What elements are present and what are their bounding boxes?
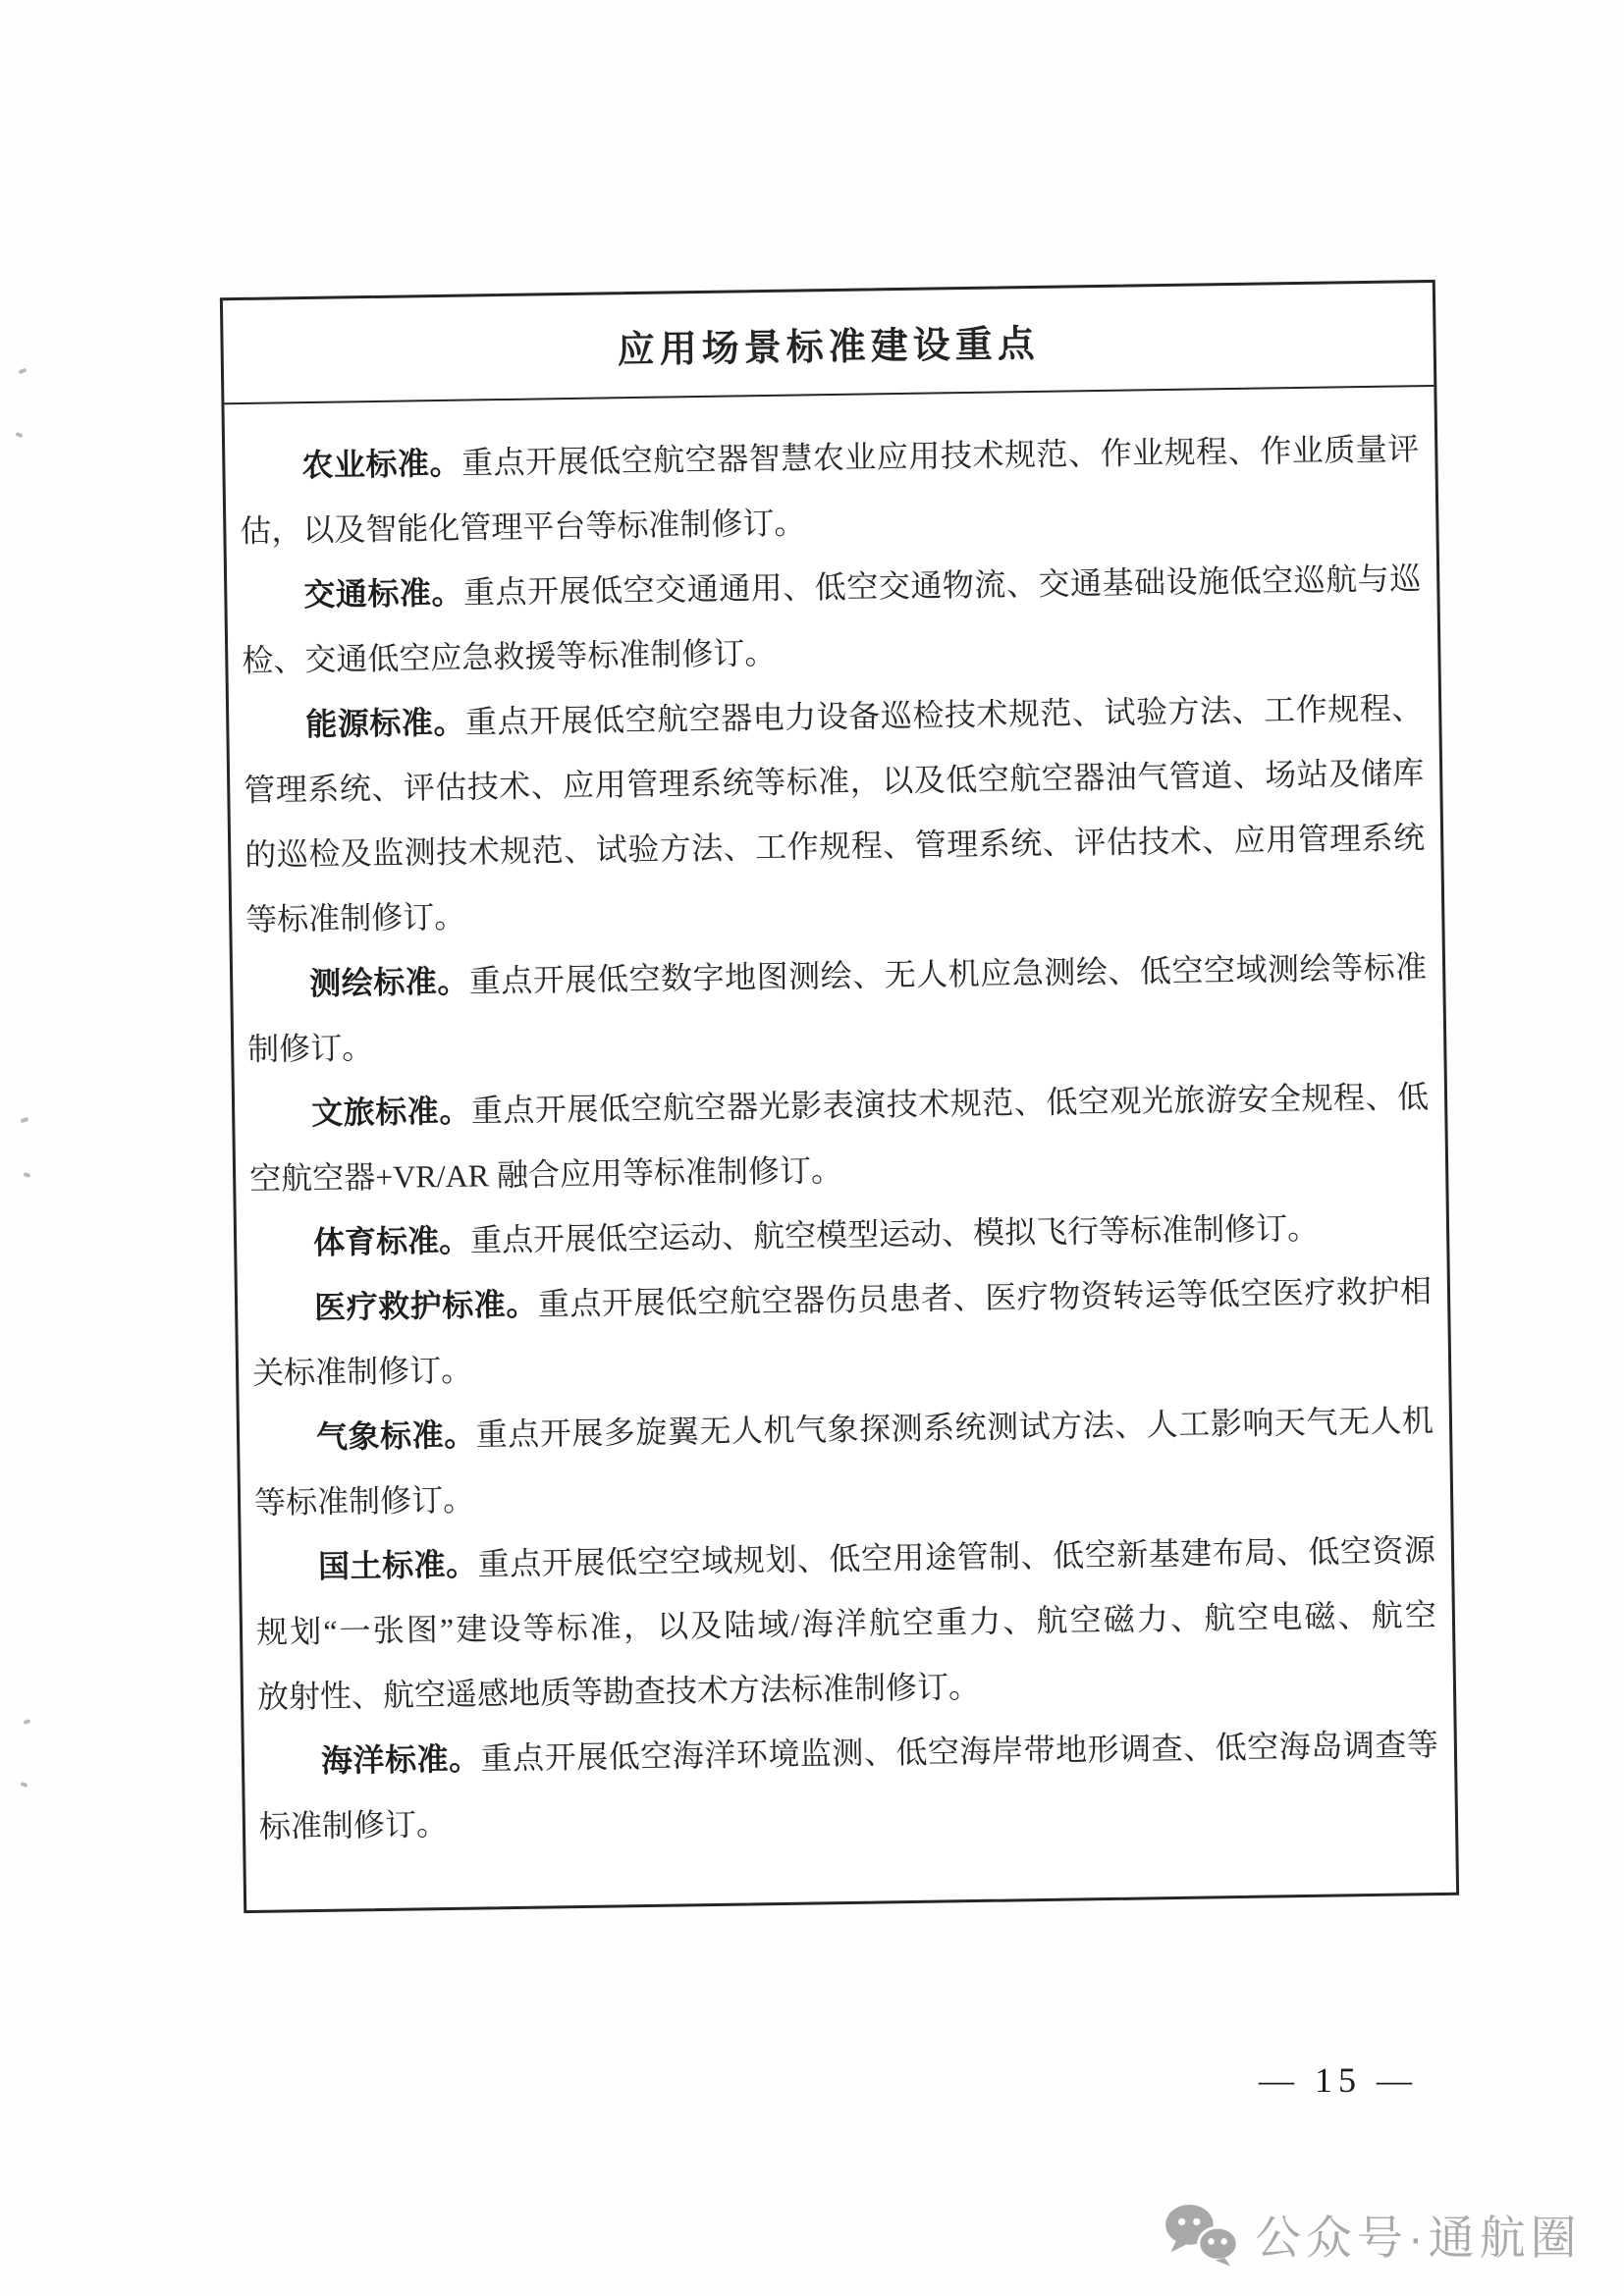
scan-speck	[24, 1172, 31, 1178]
paragraph-lead: 农业标准。	[301, 445, 462, 484]
paragraph-line: 交通标准。重点开展低空交通通用、低空交通物流、交通基础设施低空巡航与巡	[303, 561, 1422, 614]
paragraph-line: 测绘标准。重点开展低空数字地图测绘、无人机应急测绘、低空空域测绘等标准	[308, 949, 1428, 1001]
scan-speck	[21, 1117, 29, 1123]
paragraph	[246, 934, 1429, 1082]
watermark	[1164, 2202, 1582, 2268]
scan-speck	[21, 1782, 28, 1788]
paragraph-line: 国土标准。重点开展低空空域规划、低空用途管制、低空新基建布局、低空资源	[317, 1532, 1436, 1584]
scan-speck	[19, 367, 27, 374]
watermark-text: 公众号·通航圈	[1255, 2212, 1582, 2264]
paragraph-line: 海洋标准。重点开展低空海洋环境监测、低空海岸带地形调查、低空海岛调查等	[320, 1727, 1439, 1779]
paragraph-line: 等标准制修订。	[244, 898, 466, 937]
paragraph-line: 制修订。	[246, 1030, 374, 1067]
paragraph-lead: 气象标准。	[315, 1416, 476, 1455]
scan-speck	[24, 1719, 31, 1725]
paragraph-line: 估，以及智能化管理平台等标准制修订。	[240, 505, 806, 549]
paragraph-line: 等标准制修订。	[253, 1481, 475, 1521]
paragraph-line: 气象标准。重点开展多旋翼无人机气象探测系统测试方法、人工影响天气无人机	[315, 1403, 1435, 1455]
scan-speck	[16, 432, 24, 438]
paragraph	[258, 1712, 1440, 1859]
paragraph-lead: 国土标准。	[317, 1546, 478, 1584]
paragraph	[248, 1064, 1431, 1211]
paragraph-lead: 文旅标准。	[310, 1093, 472, 1131]
paragraph	[255, 1518, 1438, 1730]
paragraph-line: 医疗救护标准。重点开展低空航空器伤员患者、医疗物资转运等低空医疗救护相	[313, 1273, 1433, 1325]
paragraph-lead: 测绘标准。	[308, 963, 470, 1001]
paragraph-lead: 体育标准。	[312, 1222, 471, 1260]
paragraph-line: 空航空器+VR/AR 融合应用等标准制修订。	[248, 1151, 843, 1197]
box-title: 应用场景标准建设重点	[617, 323, 1040, 371]
paragraph-lead: 能源标准。	[305, 704, 466, 743]
paragraph-line: 体育标准。重点开展低空运动、航空模型运动、模拟飞行等标准制修订。	[312, 1209, 1320, 1260]
page-number: — 15 —	[1259, 2060, 1418, 2100]
wechat-logo-icon	[1164, 2204, 1241, 2267]
paragraph-line: 的巡检及监测技术规范、试验方法、工作规程、管理系统、评估技术、应用管理系统	[244, 820, 1426, 873]
paragraph-line: 标准制修订。	[258, 1806, 449, 1844]
paragraph	[239, 416, 1421, 563]
paragraph	[241, 546, 1423, 693]
paragraph-line: 农业标准。重点开展低空航空器智慧农业应用技术规范、作业规程、作业质量评	[301, 431, 1420, 484]
box-body	[224, 387, 1455, 1859]
paragraph	[253, 1388, 1435, 1535]
paragraph-line: 能源标准。重点开展低空航空器电力设备巡检技术规范、试验方法、工作规程、	[305, 690, 1424, 743]
paragraph-line: 放射性、航空遥感地质等勘查技术方法标准制修订。	[256, 1668, 981, 1715]
paragraph-line: 文旅标准。重点开展低空航空器光影表演技术规范、低空观光旅游安全规程、低	[310, 1079, 1430, 1131]
paragraph-line: 关标准制修订。	[251, 1352, 473, 1391]
key-points-box	[220, 280, 1459, 1913]
paragraph-line: 规划“一张图”建设等标准，以及陆域/海洋航空重力、航空磁力、航空电磁、航空	[255, 1597, 1437, 1650]
paragraph-lead: 医疗救护标准。	[313, 1286, 539, 1325]
paragraph-line: 管理系统、评估技术、应用管理系统等标准，以及低空航空器油气管道、场站及储库	[244, 755, 1425, 808]
paragraph	[243, 675, 1427, 952]
paragraph-lead: 交通标准。	[303, 574, 464, 614]
box-title-row	[223, 283, 1434, 404]
paragraph-lead: 海洋标准。	[320, 1740, 481, 1779]
paragraph-line: 检、交通低空应急救援等标准制修订。	[242, 634, 777, 678]
paragraph	[251, 1258, 1434, 1406]
